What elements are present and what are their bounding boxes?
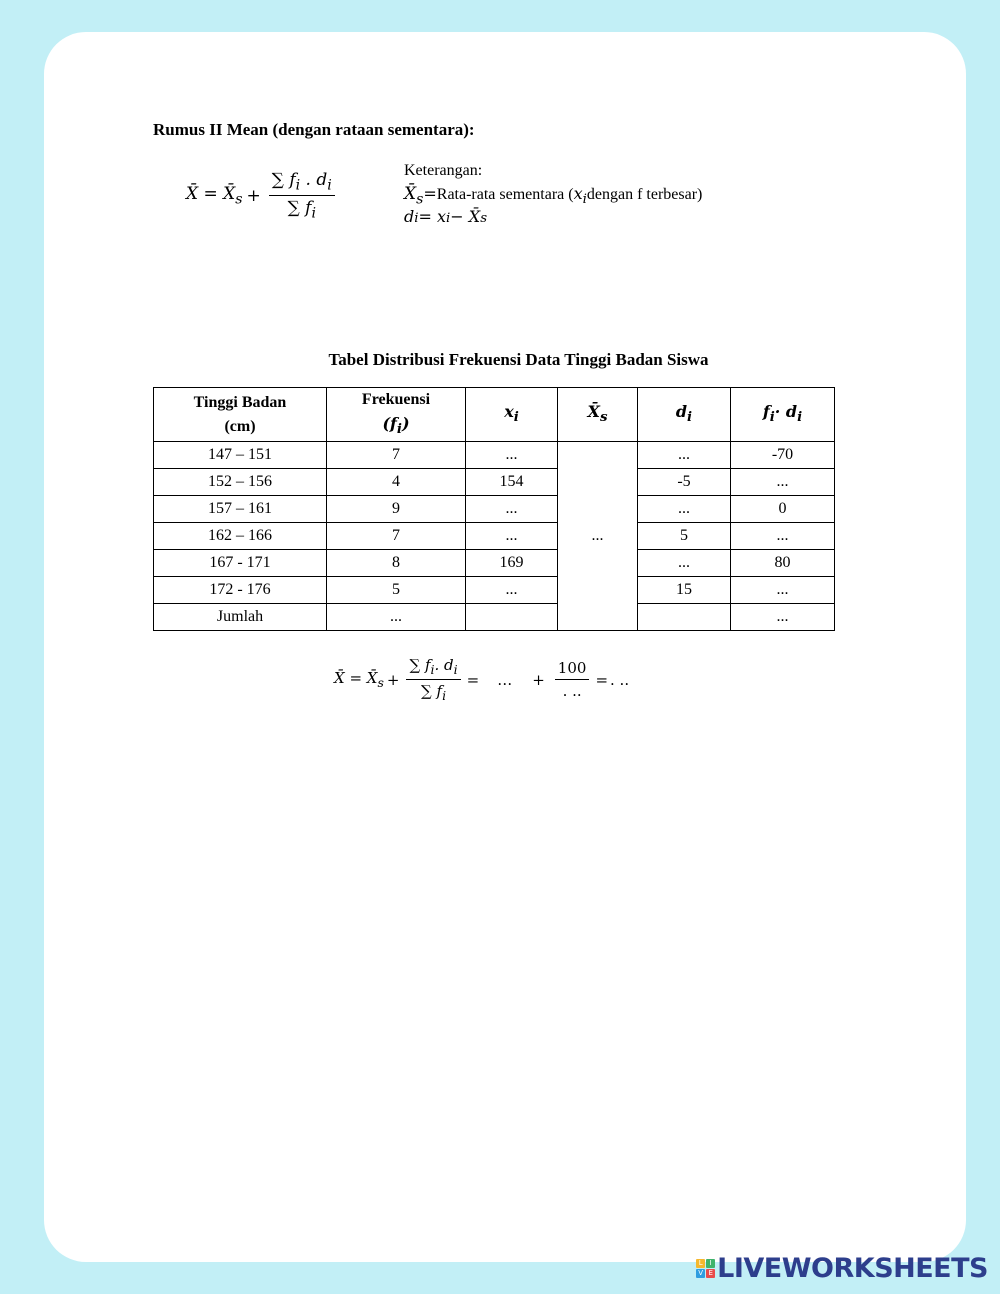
calc-fraction: $\frac{\sum f_i. d_i}{\sum f_i}$ <box>406 656 460 703</box>
cell-total-x <box>466 604 558 631</box>
formula-fraction <box>269 170 335 222</box>
logo-block-l: L <box>696 1259 705 1268</box>
mean-formula <box>186 170 339 222</box>
cell-range: 157 – 161 <box>154 496 327 523</box>
calc-fraction-2 <box>555 659 590 700</box>
table-row <box>154 442 835 469</box>
cell-fd[interactable]: ... <box>731 577 835 604</box>
table-row <box>154 577 835 604</box>
header-xs: $X̄_s$ <box>558 388 638 442</box>
calc-plus: + <box>386 670 400 689</box>
cell-x[interactable]: ... <box>466 577 558 604</box>
cell-fd: -70 <box>731 442 835 469</box>
cell-x[interactable]: ... <box>466 442 558 469</box>
cell-total-d <box>638 604 731 631</box>
cell-f: 8 <box>327 550 466 577</box>
table-header-row <box>154 388 835 442</box>
formula-plus: + <box>246 185 261 206</box>
cell-d[interactable]: ... <box>638 550 731 577</box>
formula-lhs: X̄ = $X̄_s$ <box>186 184 243 208</box>
logo-icon <box>696 1259 715 1278</box>
cell-range: 172 - 176 <box>154 577 327 604</box>
table-row <box>154 496 835 523</box>
cell-range: 147 – 151 <box>154 442 327 469</box>
cell-x[interactable]: ... <box>466 523 558 550</box>
calc-blank-sum-f[interactable]: . .. <box>562 682 582 700</box>
keterangan-line-di: d i = x i − X̄ s <box>404 207 488 226</box>
calc-blank-xs[interactable]: … <box>497 670 513 689</box>
logo-block-e: E <box>706 1269 715 1278</box>
cell-f: 7 <box>327 523 466 550</box>
cell-d: -5 <box>638 469 731 496</box>
cell-f: 5 <box>327 577 466 604</box>
formula-numerator: ∑ $f_i$ . $d_i$ <box>269 170 335 196</box>
cell-range: 152 – 156 <box>154 469 327 496</box>
header-tinggi-badan: Tinggi Badan (cm) <box>154 388 327 442</box>
section-heading: Rumus II Mean (dengan rataan sementara): <box>153 120 475 139</box>
cell-d[interactable]: ... <box>638 496 731 523</box>
cell-range: 167 - 171 <box>154 550 327 577</box>
calc-plus-2: + <box>532 670 545 689</box>
header-frekuensi: Frekuensi $(f_i)$ <box>327 388 466 442</box>
calc-equals: = <box>466 670 480 689</box>
cell-f: 7 <box>327 442 466 469</box>
cell-total-f[interactable]: ... <box>327 604 466 631</box>
liveworksheets-logo <box>696 1253 988 1284</box>
table-row <box>154 469 835 496</box>
keterangan-title: Keterangan: <box>404 162 483 179</box>
frequency-table <box>153 387 835 631</box>
cell-d: 15 <box>638 577 731 604</box>
cell-x: 169 <box>466 550 558 577</box>
cell-fd: 0 <box>731 496 835 523</box>
cell-f: 9 <box>327 496 466 523</box>
logo-wordmark: LIVEWORKSHEETS <box>717 1253 988 1284</box>
header-fidi: $f_i\cdot d_i$ <box>731 388 835 442</box>
cell-fd: 80 <box>731 550 835 577</box>
cell-d[interactable]: ... <box>638 442 731 469</box>
cell-x[interactable]: ... <box>466 496 558 523</box>
header-xi: $x_i$ <box>466 388 558 442</box>
calc-fraction-2-num: 100 <box>555 659 590 680</box>
table-row <box>154 523 835 550</box>
logo-block-v: V <box>696 1269 705 1278</box>
keterangan-line-xs: $X̄_s$ = Rata-rata sementara ( $x_i$ dengan f terbesar) <box>404 184 703 208</box>
cell-xs-merged[interactable]: ... <box>558 442 638 631</box>
calc-blank-result[interactable]: . .. <box>610 670 630 689</box>
cell-f: 4 <box>327 469 466 496</box>
header-di: $d_i$ <box>638 388 731 442</box>
cell-total-label: Jumlah <box>154 604 327 631</box>
table-row <box>154 550 835 577</box>
calc-equals-2: = <box>595 670 609 689</box>
cell-fd[interactable]: ... <box>731 469 835 496</box>
cell-total-fd[interactable]: ... <box>731 604 835 631</box>
table-total-row <box>154 604 835 631</box>
cell-x: 154 <box>466 469 558 496</box>
cell-fd[interactable]: ... <box>731 523 835 550</box>
keterangan-notes <box>404 160 702 229</box>
cell-d: 5 <box>638 523 731 550</box>
table-title: Tabel Distribusi Frekuensi Data Tinggi Badan Siswa <box>328 350 709 369</box>
formula-denominator: ∑ $f_i$ <box>287 198 316 222</box>
cell-range: 162 – 166 <box>154 523 327 550</box>
calculation-formula <box>334 656 629 703</box>
calc-lhs: X̄ = $X̄_s$ <box>334 669 384 690</box>
logo-block-i: I <box>706 1259 715 1268</box>
